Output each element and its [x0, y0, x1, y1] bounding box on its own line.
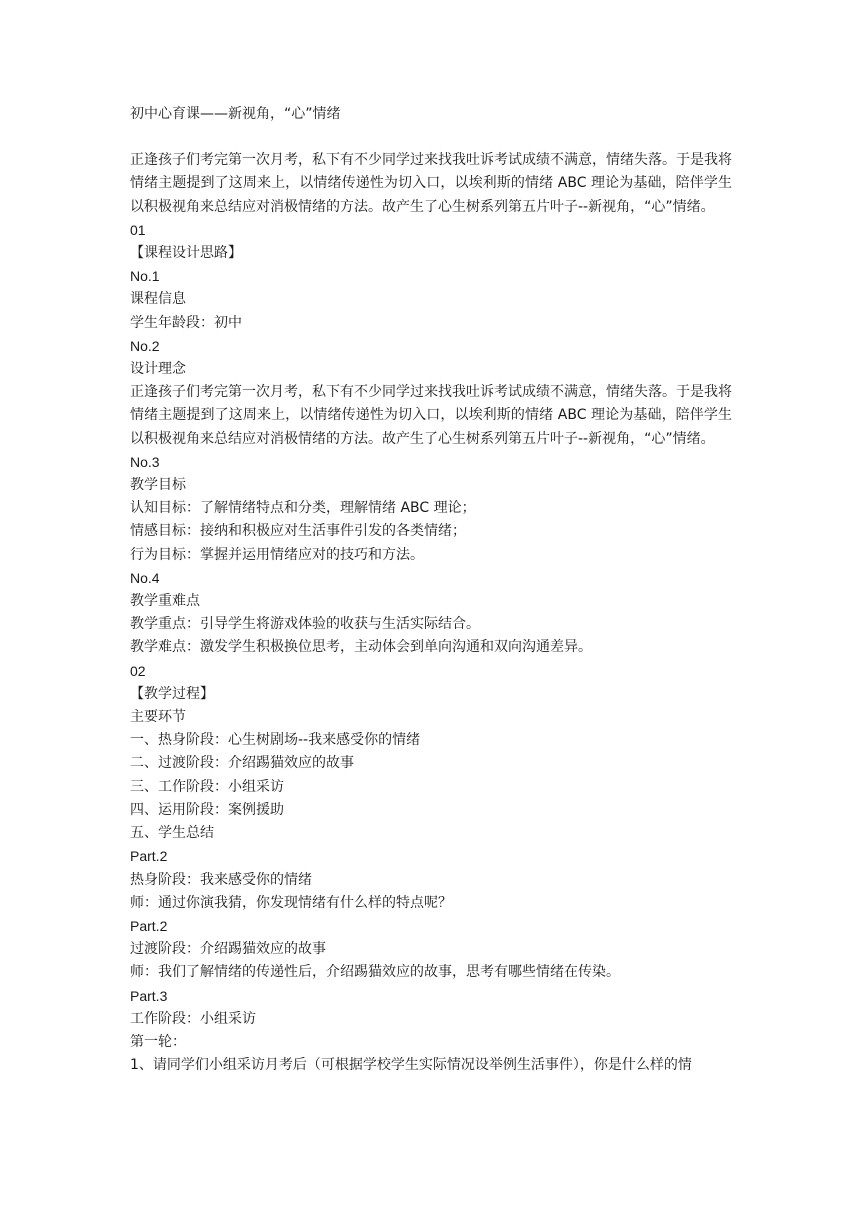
subsection-number-2: No.2	[130, 337, 160, 354]
section-number-01: 01	[130, 221, 146, 238]
student-age-text: 学生年龄段：初中	[130, 314, 242, 331]
round-1-item-1: 1、请同学们小组采访月考后（可根据学校学生实际情况设举例生活事件），你是什么样的情	[130, 1057, 692, 1074]
part-label-transition: Part.2	[130, 917, 168, 934]
section-heading-course-design: 【课程设计思路】	[130, 245, 242, 262]
subsection-number-3: No.3	[130, 453, 160, 470]
document-title: 初中心育课——新视角，“心”情绪	[130, 106, 341, 122]
key-point-text: 教学重点：引导学生将游戏体验的收获与生活实际结合。	[130, 616, 480, 633]
transition-question: 师：我们了解情绪的传递性后，介绍踢猫效应的故事，思考有哪些情绪在传染。	[130, 964, 620, 981]
work-heading: 工作阶段：小组采访	[130, 1010, 256, 1027]
step-5: 五、学生总结	[130, 825, 214, 842]
intro-paragraph: 正逢孩子们考完第一次月考，私下有不少同学过来找我吐诉考试成绩不满意，情绪失落。于是我将情绪主题提到了这周来上，以情绪传递性为切入口，以埃利斯的情绪 ABC 理论为基础，陪伴学生以积极视角来总结应对消极情绪的方法。故产生了心生树系列第五片叶子--新视角，“心”情绪。	[130, 152, 732, 215]
section-number-02: 02	[130, 662, 146, 679]
subsection-number-1: No.1	[130, 268, 160, 285]
step-3: 三、工作阶段：小组采访	[130, 778, 284, 795]
subsection-heading-teaching-goals: 教学目标	[130, 477, 186, 494]
step-4: 四、运用阶段：案例援助	[130, 801, 284, 818]
warmup-heading: 热身阶段：我来感受你的情绪	[130, 871, 312, 888]
step-1: 一、热身阶段：心生树剧场--我来感受你的情绪	[130, 732, 421, 749]
goal-behavior: 行为目标：掌握并运用情绪应对的技巧和方法。	[130, 546, 424, 563]
part-label-warmup: Part.2	[130, 848, 168, 865]
subsection-heading-course-info: 课程信息	[130, 291, 186, 308]
main-steps-heading: 主要环节	[130, 709, 186, 726]
design-concept-paragraph: 正逢孩子们考完第一次月考，私下有不少同学过来找我吐诉考试成绩不满意，情绪失落。于是我将情绪主题提到了这周来上，以情绪传递性为切入口，以埃利斯的情绪 ABC 理论为基础，陪伴学生以积极视角来总结应对消极情绪的方法。故产生了心生树系列第五片叶子--新视角，“心”情绪。	[130, 384, 732, 447]
subsection-number-4: No.4	[130, 569, 160, 586]
goal-cognitive: 认知目标：了解情绪特点和分类，理解情绪 ABC 理论；	[130, 500, 476, 517]
difficult-point-text: 教学难点：激发学生积极换位思考，主动体会到单向沟通和双向沟通差异。	[130, 639, 592, 656]
round-1-label: 第一轮：	[130, 1033, 186, 1050]
step-2: 二、过渡阶段：介绍踢猫效应的故事	[130, 755, 354, 772]
section-heading-teaching-process: 【教学过程】	[130, 685, 214, 702]
part-label-work: Part.3	[130, 987, 168, 1004]
goal-emotional: 情感目标：接纳和积极应对生活事件引发的各类情绪；	[130, 523, 466, 540]
warmup-question: 师：通过你演我猜，你发现情绪有什么样的特点呢？	[130, 894, 452, 911]
document-body	[130, 103, 732, 1077]
transition-heading: 过渡阶段：介绍踢猫效应的故事	[130, 941, 326, 958]
subsection-heading-key-points: 教学重难点	[130, 593, 200, 610]
subsection-heading-design-concept: 设计理念	[130, 361, 186, 378]
